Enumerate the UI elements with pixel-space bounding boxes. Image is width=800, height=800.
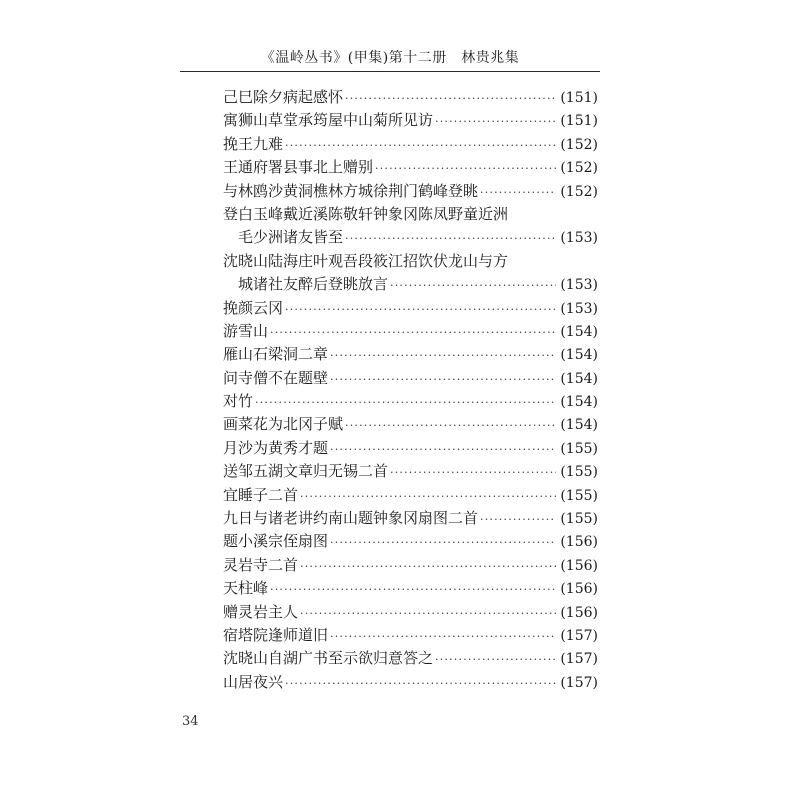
toc-entry[interactable] — [223, 109, 598, 132]
toc-entry-title: 赠灵岩主人 — [223, 602, 299, 621]
toc-leader-dots — [330, 531, 556, 554]
toc-entry-page: (153) — [560, 277, 598, 294]
toc-leader-dots — [330, 438, 556, 461]
toc-entry[interactable] — [223, 320, 598, 343]
toc-entry-page: (154) — [560, 394, 598, 411]
toc-entry-title: 题小溪宗侄扇图 — [223, 532, 329, 551]
toc-entry-title: 送邹五湖文章归无锡二首 — [223, 462, 389, 481]
toc-entry-page: (157) — [560, 627, 598, 644]
toc-entry-page: (156) — [560, 557, 598, 574]
toc-leader-dots — [435, 110, 556, 133]
toc-entry[interactable] — [223, 180, 598, 203]
toc-entry-page: (151) — [560, 113, 598, 130]
toc-entry-page: (156) — [560, 604, 598, 621]
toc-entry[interactable] — [223, 460, 598, 483]
toc-entry-page: (155) — [560, 464, 598, 481]
toc-entry-page: (157) — [560, 674, 598, 691]
toc-leader-dots — [480, 181, 556, 204]
toc-leader-dots — [390, 274, 556, 297]
toc-entry[interactable] — [223, 133, 598, 156]
toc-entry-page: (154) — [560, 323, 598, 340]
toc-entry-page: (156) — [560, 581, 598, 598]
toc-entry-title: 沈晓山自湖广书至示欲归意答之 — [223, 649, 434, 668]
toc-entry[interactable] — [223, 343, 598, 366]
toc-entry-continuation[interactable] — [223, 273, 598, 296]
toc-entry-page: (153) — [560, 230, 598, 247]
toc-entry-title: 宜睡子二首 — [223, 485, 299, 504]
toc-leader-dots — [330, 625, 556, 648]
table-of-contents — [223, 86, 598, 694]
toc-entry-page: (155) — [560, 511, 598, 528]
toc-entry[interactable] — [223, 390, 598, 413]
toc-entry-title: 九日与诸老讲约南山题钟象冈扇图二首 — [223, 509, 479, 528]
toc-entry[interactable] — [223, 624, 598, 647]
header-rule — [180, 71, 600, 72]
toc-entry-title: 城诸社友醉后登眺放言 — [238, 275, 389, 294]
toc-leader-dots — [375, 157, 556, 180]
toc-entry-title: 与林鸥沙黄洞樵林方城徐荆门鹤峰登眺 — [223, 181, 479, 200]
toc-entry-page: (151) — [560, 90, 598, 106]
toc-leader-dots — [300, 555, 556, 578]
toc-leader-dots — [345, 227, 556, 250]
toc-entry[interactable] — [223, 86, 598, 109]
toc-leader-dots — [285, 298, 556, 321]
toc-leader-dots — [300, 485, 556, 508]
toc-entry-title: 对竹 — [223, 392, 254, 411]
toc-entry-title: 雁山石梁洞二章 — [223, 345, 329, 364]
toc-entry-page: (155) — [560, 487, 598, 504]
toc-entry-title: 寓狮山草堂承筠屋中山菊所见访 — [223, 111, 434, 130]
toc-entry-title: 沈晓山陆海庄叶观吾段筱江招饮伏龙山与方 — [223, 251, 509, 270]
toc-entry[interactable] — [223, 530, 598, 553]
toc-entry[interactable] — [223, 484, 598, 507]
toc-entry-page: (154) — [560, 417, 598, 434]
toc-leader-dots — [330, 344, 556, 367]
toc-entry-first-line[interactable] — [223, 250, 598, 273]
toc-leader-dots — [270, 321, 556, 344]
toc-entry[interactable] — [223, 413, 598, 436]
toc-leader-dots — [300, 602, 556, 625]
toc-entry-page: (154) — [560, 347, 598, 364]
toc-entry-title: 宿塔院逢师道旧 — [223, 625, 329, 644]
toc-leader-dots — [345, 87, 556, 110]
toc-entry-title: 灵岩寺二首 — [223, 555, 299, 574]
toc-entry[interactable] — [223, 437, 598, 460]
toc-entry[interactable] — [223, 297, 598, 320]
toc-entry-title: 天柱峰 — [223, 579, 269, 598]
toc-entry-first-line[interactable] — [223, 203, 598, 226]
toc-entry-title: 登白玉峰戴近溪陈敬轩钟象冈陈凤野童近洲 — [223, 204, 509, 223]
toc-entry[interactable] — [223, 601, 598, 624]
toc-entry-continuation[interactable] — [223, 226, 598, 249]
toc-entry-title: 毛少洲诸友皆至 — [238, 228, 344, 247]
toc-entry-page: (152) — [560, 136, 598, 153]
page-number: 34 — [182, 714, 199, 729]
toc-leader-dots — [480, 508, 556, 531]
toc-entry[interactable] — [223, 577, 598, 600]
toc-entry-title: 游雪山 — [223, 321, 269, 340]
toc-entry-page: (156) — [560, 534, 598, 551]
toc-leader-dots — [435, 648, 556, 671]
toc-entry[interactable] — [223, 647, 598, 670]
toc-leader-dots — [285, 672, 556, 695]
toc-entry-title: 月沙为黄秀才题 — [223, 438, 329, 457]
toc-entry-title: 挽王九难 — [223, 134, 284, 153]
toc-entry[interactable] — [223, 671, 598, 694]
toc-entry-title: 画菜花为北冈子赋 — [223, 415, 344, 434]
toc-entry-page: (152) — [560, 183, 598, 200]
toc-entry-title: 挽颜云冈 — [223, 298, 284, 317]
toc-entry-page: (152) — [560, 160, 598, 177]
running-header: 《温岭丛书》(甲集)第十二册 林贵兆集 — [260, 50, 520, 66]
toc-entry-page: (154) — [560, 370, 598, 387]
toc-entry-title: 王通府署县事北上赠别 — [223, 158, 374, 177]
toc-entry-title: 山居夜兴 — [223, 672, 284, 691]
toc-leader-dots — [270, 578, 556, 601]
toc-leader-dots — [345, 414, 556, 437]
toc-leader-dots — [330, 368, 556, 391]
toc-entry-title: 问寺僧不在题壁 — [223, 368, 329, 387]
toc-entry[interactable] — [223, 554, 598, 577]
toc-entry[interactable] — [223, 156, 598, 179]
toc-entry-title: 己巳除夕病起感怀 — [223, 88, 344, 106]
toc-leader-dots — [255, 391, 556, 414]
toc-entry-page: (155) — [560, 440, 598, 457]
toc-entry-page: (153) — [560, 300, 598, 317]
toc-entry[interactable] — [223, 367, 598, 390]
toc-leader-dots — [390, 461, 556, 484]
toc-entry-page: (157) — [560, 651, 598, 668]
toc-leader-dots — [285, 134, 556, 157]
toc-entry[interactable] — [223, 507, 598, 530]
